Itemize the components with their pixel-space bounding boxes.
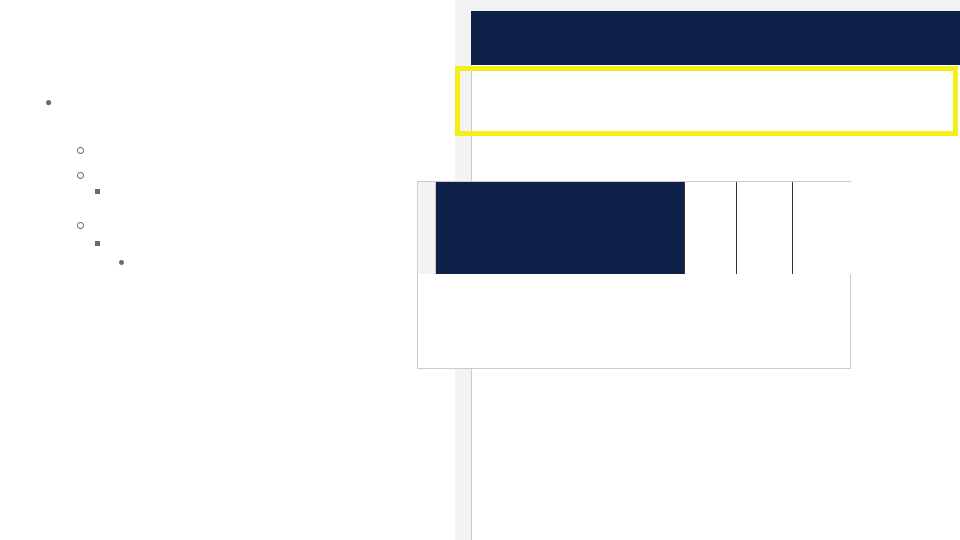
circle-bullet-icon	[77, 147, 84, 154]
zoomed-header-view	[418, 182, 850, 368]
dot-bullet-icon	[119, 260, 124, 265]
circle-bullet-icon	[77, 172, 84, 179]
zoom-col-header-all	[684, 182, 737, 274]
district-header-block	[471, 11, 960, 65]
zoom-district-cell	[436, 182, 684, 274]
yellow-highlight-box	[455, 66, 958, 136]
row-number	[418, 182, 436, 274]
zoom-col-header-secondary	[792, 182, 851, 274]
bullet-dot-icon: ●	[45, 95, 53, 109]
zoom-col-header-elementary	[736, 182, 793, 274]
square-bullet-icon	[95, 189, 100, 194]
square-bullet-icon	[95, 241, 100, 246]
circle-bullet-icon	[77, 222, 84, 229]
